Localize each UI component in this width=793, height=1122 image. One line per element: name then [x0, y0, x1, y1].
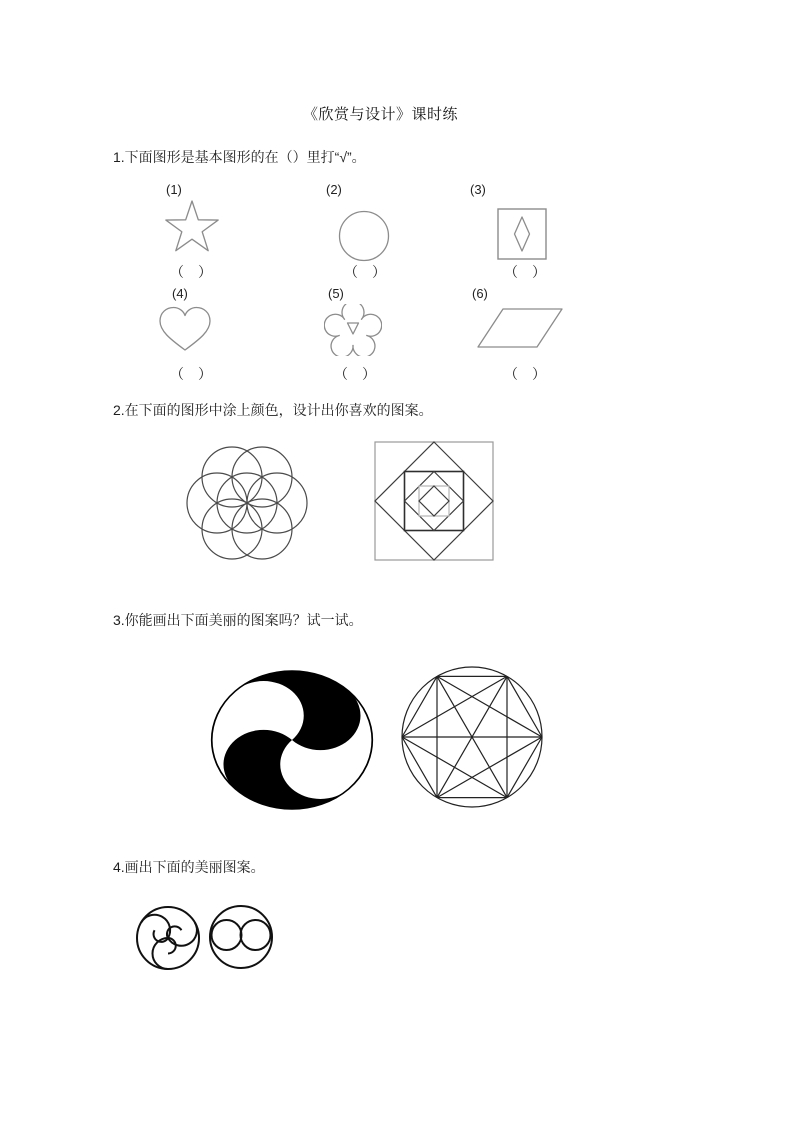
shape-label-3: (3) — [470, 182, 486, 197]
nested-squares-diamonds-figure — [374, 441, 494, 561]
answer-blank-6: （ ） — [504, 366, 546, 382]
answer-blank-4: （ ） — [170, 366, 212, 382]
triangle-inside-flower — [348, 323, 359, 334]
answer-blank-3: （ ） — [504, 264, 546, 280]
shape-label-2: (2) — [326, 182, 342, 197]
parallelogram-figure — [477, 308, 563, 348]
circle-hexagon-diagonals-figure — [399, 664, 545, 810]
black-white-swirl-figure — [206, 666, 378, 814]
heart-figure — [158, 306, 212, 353]
question-4-text: 4.画出下面的美丽图案。 — [113, 859, 265, 875]
shape-label-1: (1) — [166, 182, 182, 197]
question-3-text: 3.你能画出下面美丽的图案吗？试一试。 — [113, 612, 363, 628]
answer-blank-5: （ ） — [334, 366, 376, 382]
overlapping-circles-rosette-figure — [184, 440, 310, 566]
five-pointed-star-figure — [161, 200, 223, 257]
triple-swirl-circle-figure — [133, 903, 203, 973]
square-with-rhombus-figure — [497, 208, 547, 260]
question-1-text: 1.下面图形是基本图形的在（）里打“√”。 — [113, 149, 366, 165]
answer-blank-1: （ ） — [170, 264, 212, 280]
shape-label-6: (6) — [472, 286, 488, 301]
circle-figure — [338, 210, 390, 262]
page-title: 《欣赏与设计》课时练 — [303, 106, 459, 123]
answer-blank-2: （ ） — [344, 264, 386, 280]
question-2-text: 2.在下面的图形中涂上颜色，设计出你喜欢的图案。 — [113, 402, 433, 418]
flower-figure — [324, 304, 382, 356]
two-inner-circles-figure — [208, 904, 274, 970]
shape-label-4: (4) — [172, 286, 188, 301]
shape-label-5: (5) — [328, 286, 344, 301]
